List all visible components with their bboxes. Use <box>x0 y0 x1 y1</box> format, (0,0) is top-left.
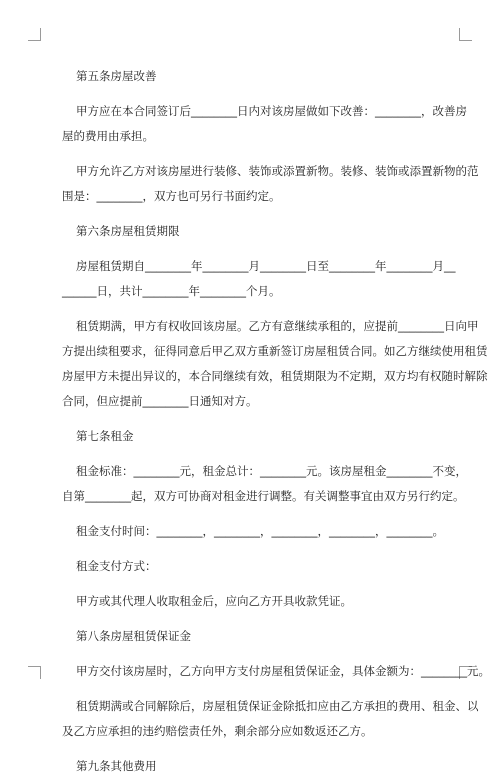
section-heading: 第五条房屋改善 <box>76 69 157 83</box>
paragraph-line: 甲方应在本合同签订后________日内对该房屋做如下改善：________，改善房 <box>76 104 467 118</box>
paragraph-line: 甲方或其代理人收取租金后，应向乙方开具收款凭证。 <box>76 594 352 608</box>
paragraph-spacer <box>62 304 446 314</box>
paragraph-spacer <box>62 244 446 254</box>
paragraph-spacer <box>62 684 446 694</box>
paragraph-line: ______日，共计________年________个月。 <box>62 284 281 298</box>
paragraph-line: 甲方允许乙方对该房屋进行装修、装饰或添置新物。装修、装饰或添置新物的范 <box>76 164 479 178</box>
section-heading: 第六条房屋租赁期限 <box>76 224 180 238</box>
crop-mark-top-right <box>459 28 472 41</box>
section-heading: 第九条其他费用 <box>76 759 157 773</box>
paragraph-spacer <box>62 209 446 219</box>
section-heading: 第七条租金 <box>76 429 134 443</box>
paragraph-spacer <box>62 449 446 459</box>
paragraph-spacer <box>62 544 446 554</box>
paragraph-line: 租赁期满或合同解除后，房屋租赁保证金除抵扣应由乙方承担的费用、租金、以 <box>76 699 479 713</box>
paragraph-spacer <box>62 649 446 659</box>
crop-mark-top-left <box>28 28 41 41</box>
paragraph-line: 甲方交付该房屋时，乙方向甲方支付房屋租赁保证金，具体金额为：________元。 <box>76 664 490 678</box>
paragraph-line: 合同，但应提前________日通知对方。 <box>62 394 258 408</box>
paragraph-line: 屋的费用由承担。 <box>62 129 154 143</box>
crop-mark-bottom-left <box>28 666 41 679</box>
paragraph-spacer <box>62 414 446 424</box>
paragraph-spacer <box>62 579 446 589</box>
paragraph-spacer <box>62 149 446 159</box>
paragraph-line: 房屋甲方未提出异议的，本合同继续有效，租赁期限为不定期，双方均有权随时解除 <box>62 369 488 383</box>
paragraph-spacer <box>62 89 446 99</box>
paragraph-line: 及乙方应承担的违约赔偿责任外，剩余部分应如数返还乙方。 <box>62 724 373 738</box>
paragraph-line: 租金支付方式： <box>76 559 157 573</box>
paragraph-line: 租金支付时间：________，________，________，________，________。 <box>76 524 444 538</box>
paragraph-line: 房屋租赁期自________年________月________日至________年________月__ <box>76 259 456 273</box>
document-body <box>62 64 490 779</box>
paragraph-line: 租赁期满，甲方有权收回该房屋。乙方有意继续承租的，应提前________日向甲 <box>76 319 479 333</box>
paragraph-line: 围是：________，双方也可另行书面约定。 <box>62 189 281 203</box>
paragraph-line: 自第________起，双方可协商对租金进行调整。有关调整事宜由双方另行约定。 <box>62 489 465 503</box>
paragraph-spacer <box>62 614 446 624</box>
paragraph-spacer <box>62 509 446 519</box>
paragraph-line: 方提出续租要求，征得同意后甲乙双方重新签订房屋租赁合同。如乙方继续使用租赁 <box>62 344 488 358</box>
paragraph-spacer <box>62 744 446 754</box>
paragraph-line: 租金标准：________元，租金总计：________元。该房屋租金________不变， <box>76 464 467 478</box>
section-heading: 第八条房屋租赁保证金 <box>76 629 191 643</box>
